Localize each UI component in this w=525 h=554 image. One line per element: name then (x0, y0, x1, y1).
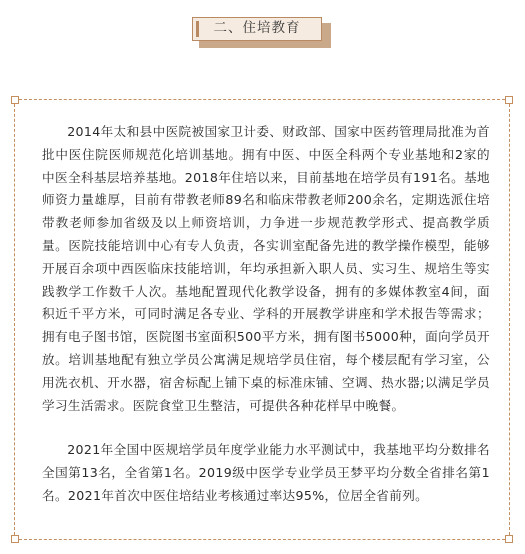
article-paragraph-achievements: 2021年全国中医规培学员年度学业能力水平测试中，我基地平均分数排名全国第13名，全省第1名。2019级中医学专业学员王梦平均分数全省排名第1名。2021年首次中医住培结业考核通过率达95%，位居全省前列。 (42, 442, 490, 503)
article-paragraph-base-intro: 2014年太和县中医院被国家卫计委、财政部、国家中医药管理局批准为首批中医住院医师规范化培训基地。拥有中医、中医全科两个专业基地和2家的中医全科基层培养基地。2018年住培以来，目前基地在培学员有191名。基地师资力量雄厚，目前有带教老师89名和临床带教老师200余名，定期选派住培带教老师参加省级及以上师资培训，力争进一步规范教学形式、提高教学质量。医院技能培训中心有专人负责，各实训室配备先进的教学操作模型，能够开展百余项中西医临床技能培训，年均承担新入职人员、实习生、规培生等实践教学工作数千人次。基地配置现代化教学设备，拥有的多媒体教室4间，面积近千平方米，可同时满足各专业、学科的开展教学讲座和学术报告等需求；拥有电子图书馆，医院图书室面积500平方米，拥有图书5000种，面向学员开放。培训基地配有独立学员公寓满足规培学员住宿，每个楼层配有学习室，公用洗衣机、开水器，宿舍标配上铺下桌的标准床铺、空调、热水器;以满足学员学习生活需求。医院食堂卫生整洁，可提供各种花样早中晚餐。 (42, 124, 490, 413)
frame-corner-top-right (505, 96, 513, 104)
section-heading-text: 二、住培教育 (213, 20, 301, 37)
section-heading-marker (196, 21, 199, 37)
section-heading (192, 17, 332, 47)
frame-corner-bottom-right (505, 535, 513, 543)
article-body (42, 121, 490, 508)
frame-corner-top-left (11, 96, 19, 104)
section-heading-box (192, 17, 322, 41)
article-frame (14, 99, 510, 540)
frame-corner-bottom-left (11, 535, 19, 543)
